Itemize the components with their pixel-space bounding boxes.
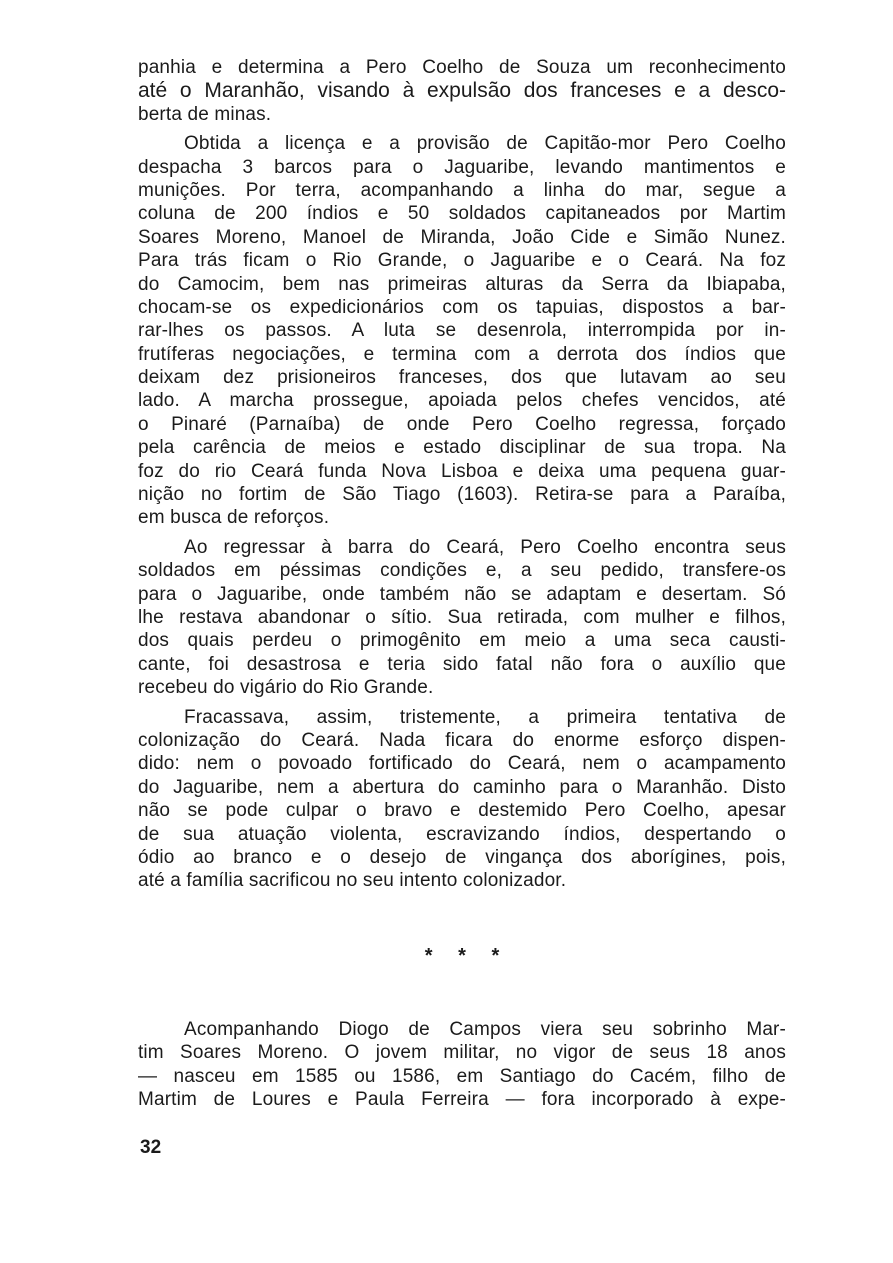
text-line: Acompanhando Diogo de Campos viera seu sobrinho Mar- — [184, 1019, 786, 1040]
text-line: lado. A marcha prossegue, apoiada pelos chefes vencidos, até — [138, 390, 786, 412]
text-line: munições. Por terra, acompanhando a linha do mar, segue a — [138, 179, 786, 201]
text-line: Martim de Loures e Paula Ferreira — fora incorporado à expe- — [138, 1089, 786, 1111]
page-number: 32 — [140, 1137, 162, 1158]
text-line: — nasceu em 1585 ou 1586, em Santiago do Cacém, filho de — [138, 1065, 786, 1087]
text-line: Ao regressar à barra do Ceará, Pero Coelho encontra seus — [184, 536, 786, 558]
text-line: deixam dez prisioneiros franceses, dos que lutavam ao seu — [138, 367, 786, 389]
text-line: até a família sacrificou no seu intento colonizador. — [138, 870, 567, 892]
text-line: Soares Moreno, Manoel de Miranda, João Cide e Simão Nunez. — [138, 226, 786, 248]
text-line: Para trás ficam o Rio Grande, o Jaguaribe e o Ceará. Na foz — [138, 250, 786, 272]
text-line: soldados em péssimas condições e, a seu pedido, transfere-os — [138, 560, 786, 582]
text-line: despacha 3 barcos para o Jaguaribe, levando mantimentos e — [138, 156, 786, 178]
text-line: panhia e determina a Pero Coelho de Souza um reconhecimento — [138, 57, 786, 78]
text-line: Fracassava, assim, tristemente, a primeira tentativa de — [184, 706, 786, 728]
text-line: para o Jaguaribe, onde também não se adaptam e desertam. Só — [138, 583, 786, 605]
paragraph — [138, 56, 786, 126]
text-line: tim Soares Moreno. O jovem militar, no vigor de seus 18 anos — [138, 1042, 786, 1064]
text-line: frutíferas negociações, e termina com a derrota dos índios que — [138, 343, 786, 365]
text-line: do Jaguaribe, nem a abertura do caminho para o Maranhão. Disto — [138, 776, 786, 798]
paragraph — [138, 536, 786, 700]
text-line: chocam-se os expedicionários com os tapuias, dispostos a bar- — [138, 296, 786, 318]
text-line: colonização do Ceará. Nada ficara do enorme esforço dispen- — [138, 729, 786, 751]
text-line: até o Maranhão, visando à expulsão dos franceses e a desco- — [138, 79, 786, 103]
text-line: nição no fortim de São Tiago (1603). Retira-se para a Paraíba, — [138, 484, 786, 506]
text-line: cante, foi desastrosa e teria sido fatal não fora o auxílio que — [138, 653, 786, 675]
text-line: dido: nem o povoado fortificado do Ceará, nem o acampamento — [138, 753, 786, 775]
page-body — [138, 56, 786, 1111]
text-line: em busca de reforços. — [138, 507, 330, 529]
text-line: de sua atuação violenta, escravizando índios, despertando o — [138, 823, 786, 845]
text-line: berta de minas. — [138, 103, 272, 125]
text-line: rar-lhes os passos. A luta se desenrola, interrompida por in- — [138, 320, 786, 342]
paragraph — [138, 1018, 786, 1112]
text-line: pela carência de meios e estado disciplinar de sua tropa. Na — [138, 437, 786, 459]
text-line: o Pinaré (Parnaíba) de onde Pero Coelho regressa, forçado — [138, 413, 786, 435]
paragraph — [138, 132, 786, 530]
text-line: dos quais perdeu o primogênito em meio a uma seca causti- — [138, 630, 786, 652]
text-line: ódio ao branco e o desejo de vingança dos aborígines, pois, — [138, 846, 786, 868]
text-line: recebeu do vigário do Rio Grande. — [138, 677, 434, 699]
paragraph — [138, 706, 786, 893]
section-separator: * * * — [424, 945, 510, 967]
text-line: lhe restava abandonar o sítio. Sua retirada, com mulher e filhos, — [138, 606, 786, 628]
text-line: coluna de 200 índios e 50 soldados capitaneados por Martim — [138, 203, 786, 225]
text-line: foz do rio Ceará funda Nova Lisboa e deixa uma pequena guar- — [138, 460, 786, 482]
text-line: do Camocim, bem nas primeiras alturas da Serra da Ibiapaba, — [138, 273, 786, 295]
text-line: Obtida a licença e a provisão de Capitão-mor Pero Coelho — [184, 133, 786, 155]
text-line: não se pode culpar o bravo e destemido Pero Coelho, apesar — [138, 800, 786, 822]
